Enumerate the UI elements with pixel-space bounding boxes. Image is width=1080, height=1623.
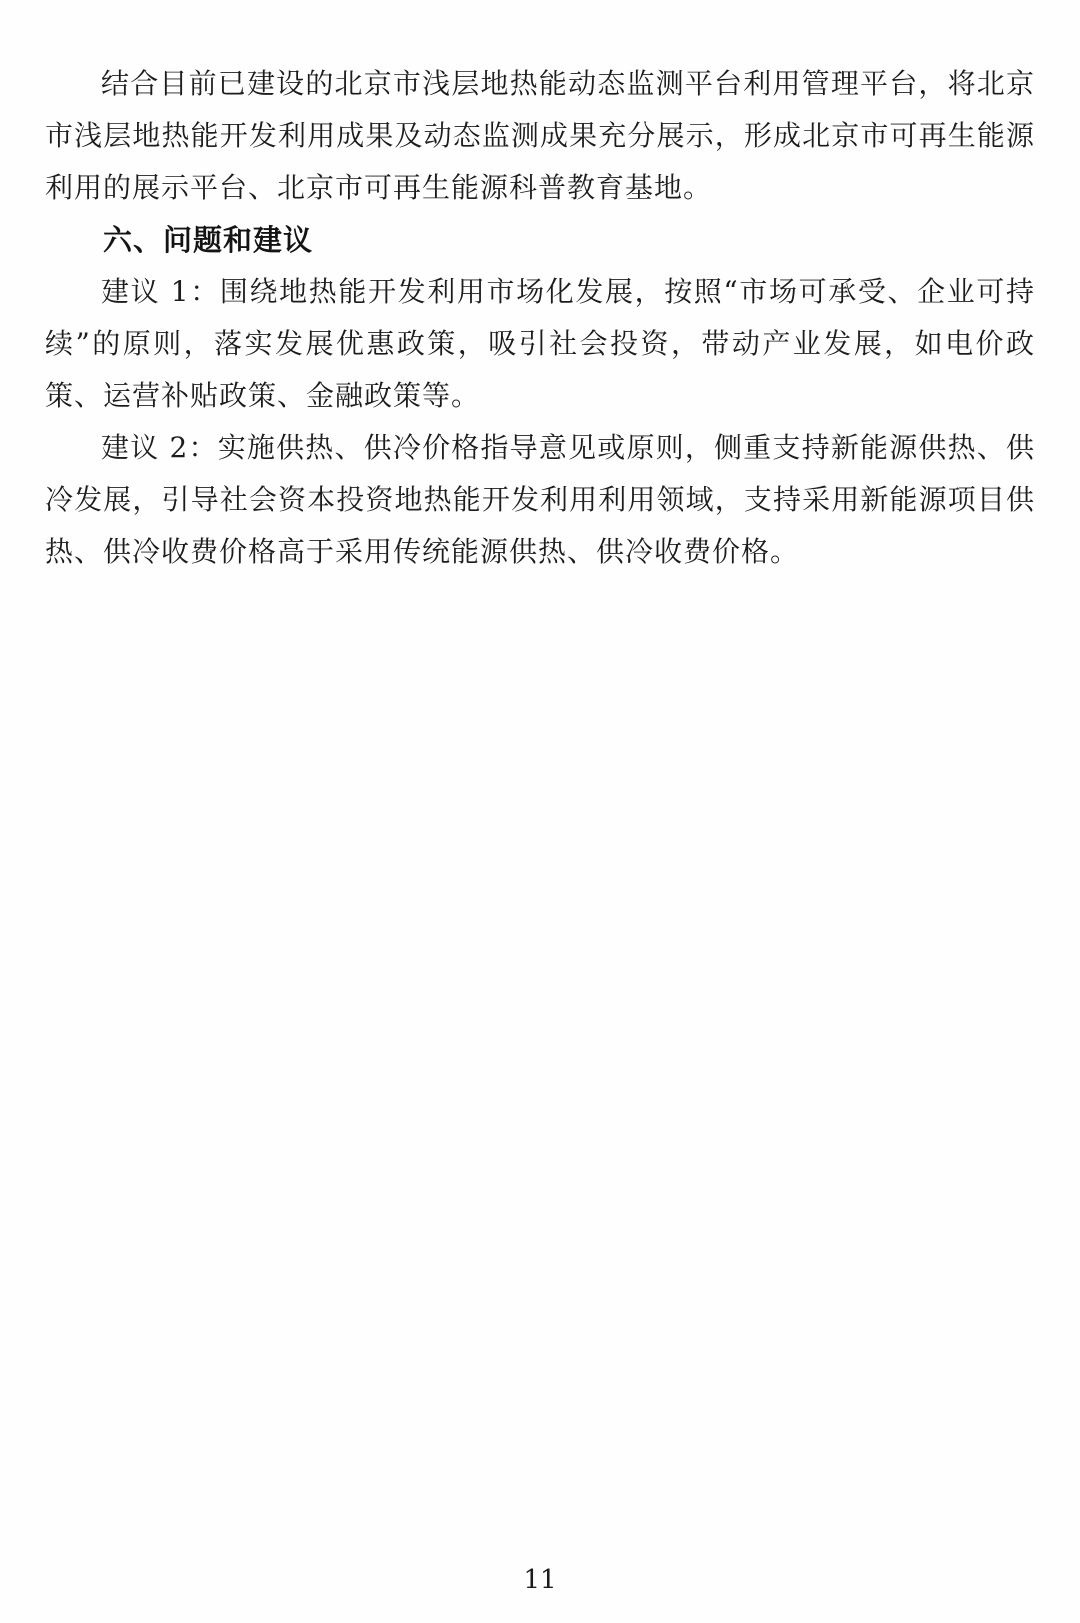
paragraph-intro: 结合目前已建设的北京市浅层地热能动态监测平台利用管理平台，将北京市浅层地热能开发利用成果及动态监测成果充分展示，形成北京市可再生能源利用的展示平台、北京市可再生能源科普教育基地。 (45, 67, 1035, 204)
document-body (45, 58, 1035, 578)
page-number: 11 (523, 1565, 557, 1595)
section-heading: 六、问题和建议 (103, 223, 314, 257)
paragraph-suggestion-2: 建议 2：实施供热、供冷价格指导意见或原则，侧重支持新能源供热、供冷发展，引导社会资本投资地热能开发利用利用领域，支持采用新能源项目供热、供冷收费价格高于采用传统能源供热、供冷收费价格。 (45, 431, 1035, 568)
paragraph-suggestion-1: 建议 1：围绕地热能开发利用市场化发展，按照“市场可承受、企业可持续”的原则，落实发展优惠政策，吸引社会投资，带动产业发展，如电价政策、运营补贴政策、金融政策等。 (45, 275, 1035, 412)
